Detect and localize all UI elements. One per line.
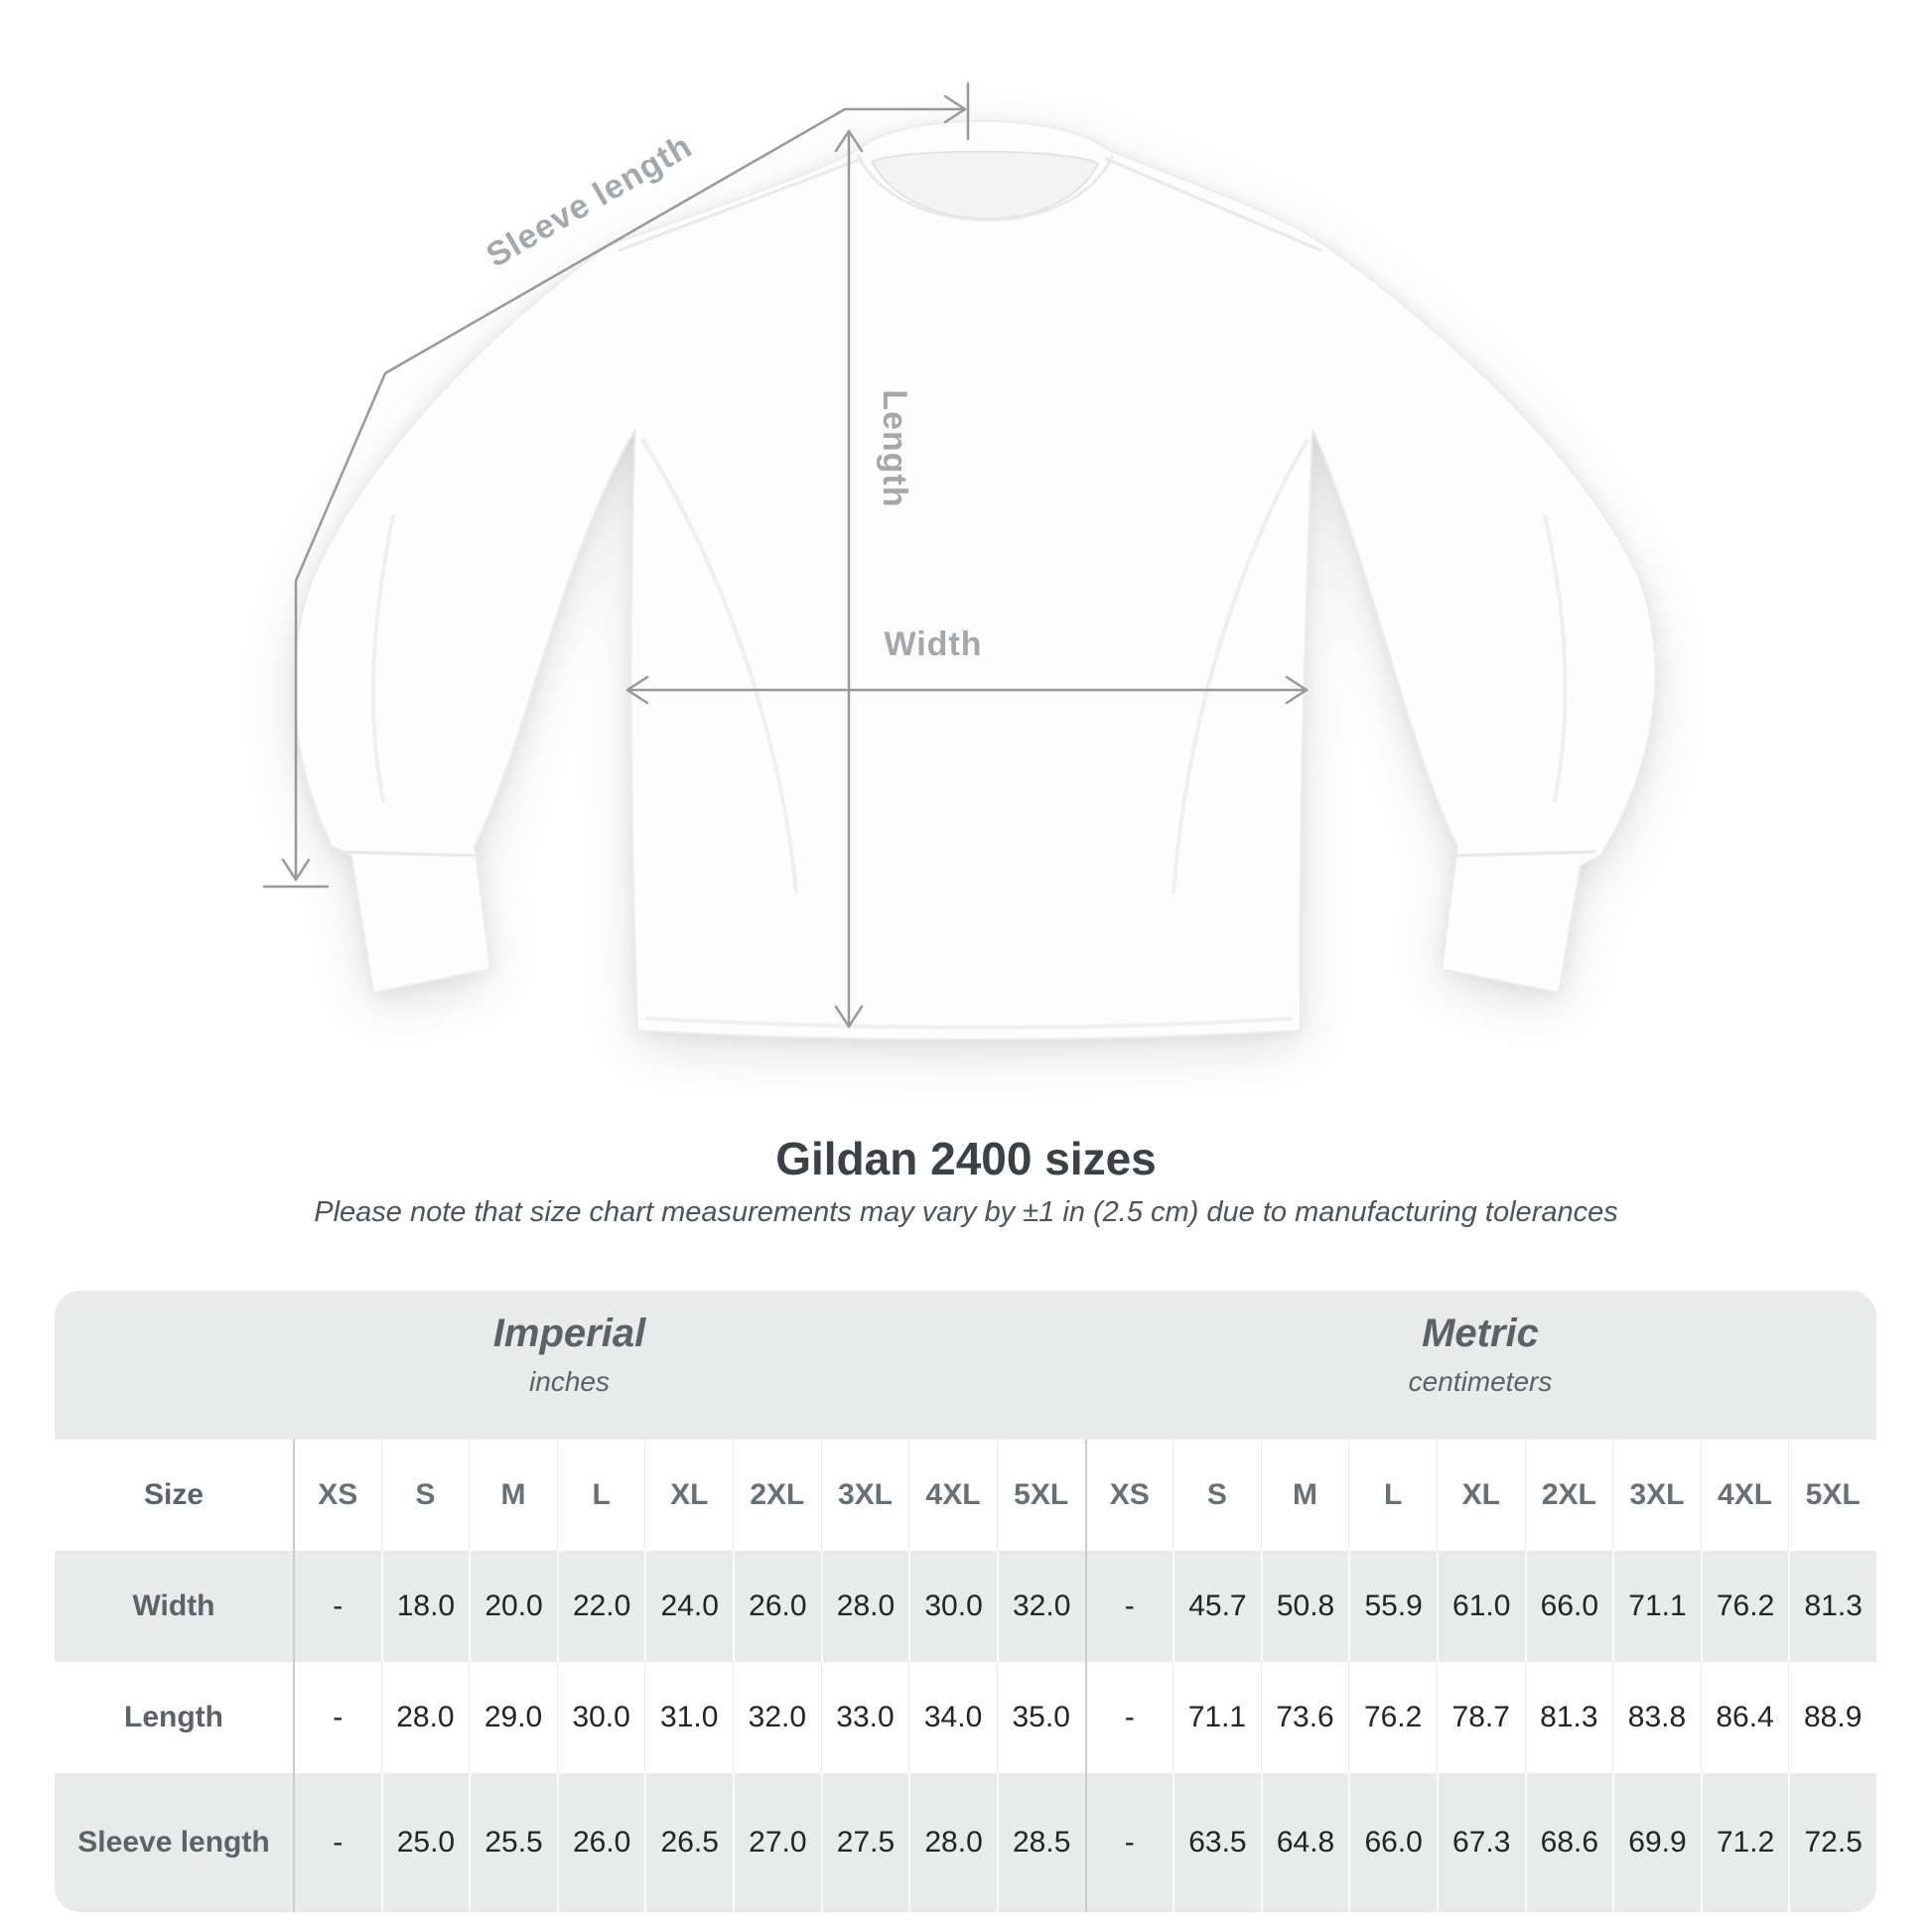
page-title: Gildan 2400 sizes [775, 1133, 1157, 1184]
imperial-unit-header [55, 1291, 1084, 1440]
size-column-header: S [381, 1440, 470, 1551]
value-cell: 25.0 [381, 1773, 470, 1912]
value-cell: 27.0 [733, 1773, 821, 1912]
width-label: Width [884, 625, 983, 663]
size-column-header: S [1173, 1440, 1261, 1551]
value-cell: 66.0 [1348, 1773, 1437, 1912]
value-cell: 64.8 [1261, 1773, 1349, 1912]
imperial-label: Imperial [492, 1311, 646, 1355]
value-cell: 61.0 [1437, 1551, 1525, 1662]
value-cell: 71.1 [1612, 1551, 1701, 1662]
metric-sublabel: centimeters [1408, 1366, 1553, 1397]
value-cell: 81.3 [1525, 1662, 1613, 1773]
size-column-header: XL [1437, 1440, 1525, 1551]
value-cell: 27.5 [821, 1773, 909, 1912]
unit-header-row [55, 1291, 1876, 1440]
sleeve-length-label: Sleeve length [480, 126, 699, 275]
row-label: Length [55, 1662, 293, 1773]
size-column-header: 2XL [733, 1440, 821, 1551]
size-column-header: 5XL [997, 1440, 1085, 1551]
value-cell: 32.0 [997, 1551, 1085, 1662]
value-cell: 34.0 [908, 1662, 997, 1773]
size-grid [55, 1440, 1876, 1912]
value-cell: 33.0 [821, 1662, 909, 1773]
value-cell: 69.9 [1612, 1773, 1701, 1912]
value-cell: 45.7 [1173, 1551, 1261, 1662]
value-cell: 63.5 [1173, 1773, 1261, 1912]
value-cell: 68.6 [1525, 1773, 1613, 1912]
value-cell: 31.0 [644, 1662, 733, 1773]
size-column-header: 5XL [1788, 1440, 1876, 1551]
size-column-header: M [1261, 1440, 1349, 1551]
value-cell: 26.0 [557, 1773, 645, 1912]
length-label: Length [876, 389, 913, 508]
value-cell: 22.0 [557, 1551, 645, 1662]
size-column-header: 4XL [908, 1440, 997, 1551]
value-cell: 26.0 [733, 1551, 821, 1662]
size-column-header: L [1348, 1440, 1437, 1551]
size-column-header: M [469, 1440, 557, 1551]
value-cell: 88.9 [1788, 1662, 1876, 1773]
value-cell: - [1085, 1662, 1173, 1773]
value-cell: 28.0 [381, 1662, 470, 1773]
value-cell: - [293, 1773, 381, 1912]
value-cell: 66.0 [1525, 1551, 1613, 1662]
tolerance-note: Please note that size chart measurements may vary by ±1 in (2.5 cm) due to manufacturing tolerances [314, 1196, 1618, 1228]
size-column-header: 3XL [1612, 1440, 1701, 1551]
value-cell: 72.5 [1788, 1773, 1876, 1912]
size-table [55, 1291, 1876, 1912]
row-label: Width [55, 1551, 293, 1662]
imperial-sublabel: inches [529, 1366, 610, 1397]
value-cell: 67.3 [1437, 1773, 1525, 1912]
value-cell: 30.0 [557, 1662, 645, 1773]
size-column-header: XS [1085, 1440, 1173, 1551]
value-cell: 81.3 [1788, 1551, 1876, 1662]
size-column-header: 2XL [1525, 1440, 1613, 1551]
size-column-header: XL [644, 1440, 733, 1551]
size-header-label: Size [55, 1440, 293, 1551]
value-cell: 26.5 [644, 1773, 733, 1912]
value-cell: 76.2 [1348, 1662, 1437, 1773]
value-cell: 24.0 [644, 1551, 733, 1662]
value-cell: - [293, 1551, 381, 1662]
value-cell: 20.0 [469, 1551, 557, 1662]
value-cell: - [1085, 1551, 1173, 1662]
value-cell: 35.0 [997, 1662, 1085, 1773]
value-cell: 50.8 [1261, 1551, 1349, 1662]
value-cell: 28.0 [908, 1773, 997, 1912]
value-cell: - [1085, 1773, 1173, 1912]
size-column-header: 4XL [1701, 1440, 1789, 1551]
value-cell: 71.1 [1173, 1662, 1261, 1773]
size-column-header: XS [293, 1440, 381, 1551]
value-cell: 76.2 [1701, 1551, 1789, 1662]
value-cell: 83.8 [1612, 1662, 1701, 1773]
value-cell: 28.0 [821, 1551, 909, 1662]
value-cell: 32.0 [733, 1662, 821, 1773]
value-cell: 78.7 [1437, 1662, 1525, 1773]
size-column-header: L [557, 1440, 645, 1551]
value-cell: 29.0 [469, 1662, 557, 1773]
row-label: Sleeve length [55, 1773, 293, 1912]
value-cell: 73.6 [1261, 1662, 1349, 1773]
size-column-header: 3XL [821, 1440, 909, 1551]
metric-label: Metric [1422, 1311, 1539, 1355]
value-cell: 86.4 [1701, 1662, 1789, 1773]
value-cell: - [293, 1662, 381, 1773]
value-cell: 55.9 [1348, 1551, 1437, 1662]
value-cell: 30.0 [908, 1551, 997, 1662]
value-cell: 18.0 [381, 1551, 470, 1662]
value-cell: 28.5 [997, 1773, 1085, 1912]
metric-unit-header [1084, 1291, 1876, 1440]
value-cell: 25.5 [469, 1773, 557, 1912]
value-cell: 71.2 [1701, 1773, 1789, 1912]
